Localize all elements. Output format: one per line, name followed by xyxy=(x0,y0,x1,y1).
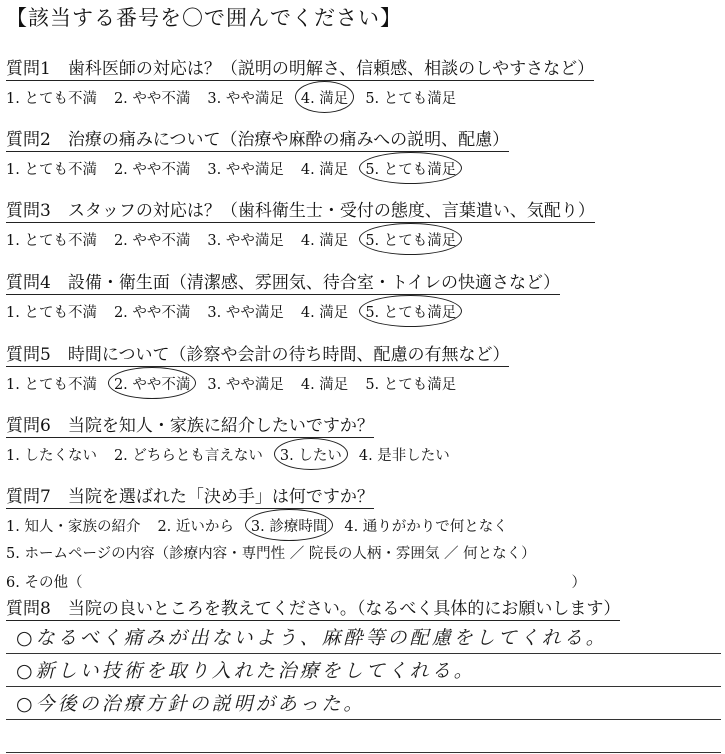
option[interactable]: 4. 通りがかりで何となく xyxy=(344,519,508,535)
option[interactable]: 5. とても満足 xyxy=(365,377,457,393)
option-row xyxy=(6,229,721,250)
answer-lines xyxy=(6,621,721,720)
option[interactable]: 3. やや満足 xyxy=(207,162,284,178)
option[interactable]: 1. したくない xyxy=(6,448,97,464)
selected-option[interactable]: 2. やや不満 xyxy=(114,373,190,394)
option[interactable]: 1. 知人・家族の紹介 xyxy=(6,519,141,535)
option-row xyxy=(6,444,721,465)
question-7 xyxy=(6,482,721,592)
option[interactable]: 4. 満足 xyxy=(300,233,349,249)
question-5-title: 質問5 時間について（診察や会計の待ち時間、配慮の有無など） xyxy=(6,340,509,367)
option[interactable]: 3. やや満足 xyxy=(207,91,284,107)
option[interactable]: 1. とても不満 xyxy=(6,377,97,393)
option-6-other[interactable] xyxy=(6,571,586,592)
option-row xyxy=(6,515,721,536)
option-row xyxy=(6,301,721,322)
answer-line[interactable] xyxy=(6,654,721,687)
selected-option[interactable]: 5. とても満足 xyxy=(365,301,456,322)
option[interactable]: 2. やや不満 xyxy=(113,162,191,178)
question-3 xyxy=(6,196,721,250)
option[interactable]: 1. とても不満 xyxy=(6,233,97,249)
selected-option[interactable]: 3. したい xyxy=(280,444,342,465)
answer-line[interactable] xyxy=(6,687,721,720)
option[interactable]: 1. とても不満 xyxy=(6,162,97,178)
option[interactable]: 3. やや満足 xyxy=(207,377,284,393)
option[interactable]: 5. とても満足 xyxy=(365,91,457,107)
option[interactable]: 4. 満足 xyxy=(300,377,349,393)
option[interactable]: 2. やや不満 xyxy=(113,233,191,249)
option[interactable]: 4. 満足 xyxy=(300,162,349,178)
option[interactable]: 2. やや不満 xyxy=(113,91,191,107)
blank-answer-line[interactable] xyxy=(6,720,721,753)
question-7-title: 質問7 当院を選ばれた「決め手」は何ですか？ xyxy=(6,482,374,509)
selected-option[interactable]: 3. 診療時間 xyxy=(251,515,327,536)
question-5 xyxy=(6,340,721,394)
option[interactable]: 2. 近いから xyxy=(157,519,234,535)
handwritten-answer: ○なるべく痛みが出ないよう、麻酔等の配慮をしてくれる。 xyxy=(16,627,608,649)
question-1 xyxy=(6,54,721,108)
option[interactable]: 1. とても不満 xyxy=(6,91,97,107)
question-2 xyxy=(6,125,721,179)
handwritten-answer: ○新しい技術を取り入れた治療をしてくれる。 xyxy=(16,660,476,682)
option[interactable]: 3. やや満足 xyxy=(207,305,284,321)
question-4 xyxy=(6,268,721,322)
question-6 xyxy=(6,411,721,465)
page-title: 【該当する番号を〇で囲んでください】 xyxy=(6,6,402,30)
answer-line[interactable] xyxy=(6,621,721,654)
option[interactable]: 3. やや満足 xyxy=(207,233,284,249)
option[interactable]: 4. 満足 xyxy=(300,305,349,321)
selected-option[interactable]: 5. とても満足 xyxy=(365,158,456,179)
question-8 xyxy=(6,594,721,753)
selected-option[interactable]: 5. とても満足 xyxy=(365,229,456,250)
option-6-close-paren: ） xyxy=(571,575,586,591)
question-6-title: 質問6 当院を知人・家族に紹介したいですか？ xyxy=(6,411,374,438)
question-3-title: 質問3 スタッフの対応は？（歯科衛生士・受付の態度、言葉遣い、気配り） xyxy=(6,196,595,223)
option[interactable]: 2. やや不満 xyxy=(113,305,191,321)
option-row xyxy=(6,158,721,179)
option-6-label: 6. その他（ xyxy=(6,575,83,591)
question-2-title: 質問2 治療の痛みについて（治療や麻酔の痛みへの説明、配慮） xyxy=(6,125,509,152)
question-4-title: 質問4 設備・衛生面（清潔感、雰囲気、待合室・トイレの快適さなど） xyxy=(6,268,560,295)
option[interactable]: 4. 是非したい xyxy=(358,448,450,464)
option-5[interactable]: 5. ホームページの内容（診療内容・専門性 ／ 院長の人柄・雰囲気 ／ 何となく） xyxy=(6,546,536,562)
question-8-title: 質問8 当院の良いところを教えてください。（なるべく具体的にお願いします） xyxy=(6,594,620,621)
handwritten-answer: ○今後の治療方針の説明があった。 xyxy=(16,693,366,715)
option[interactable]: 2. どちらとも言えない xyxy=(113,448,263,464)
option-row xyxy=(6,373,721,394)
option-row xyxy=(6,87,721,108)
question-1-title: 質問1 歯科医師の対応は？（説明の明解さ、信頼感、相談のしやすさなど） xyxy=(6,54,594,81)
selected-option[interactable]: 4. 満足 xyxy=(301,87,348,108)
option[interactable]: 1. とても不満 xyxy=(6,305,97,321)
